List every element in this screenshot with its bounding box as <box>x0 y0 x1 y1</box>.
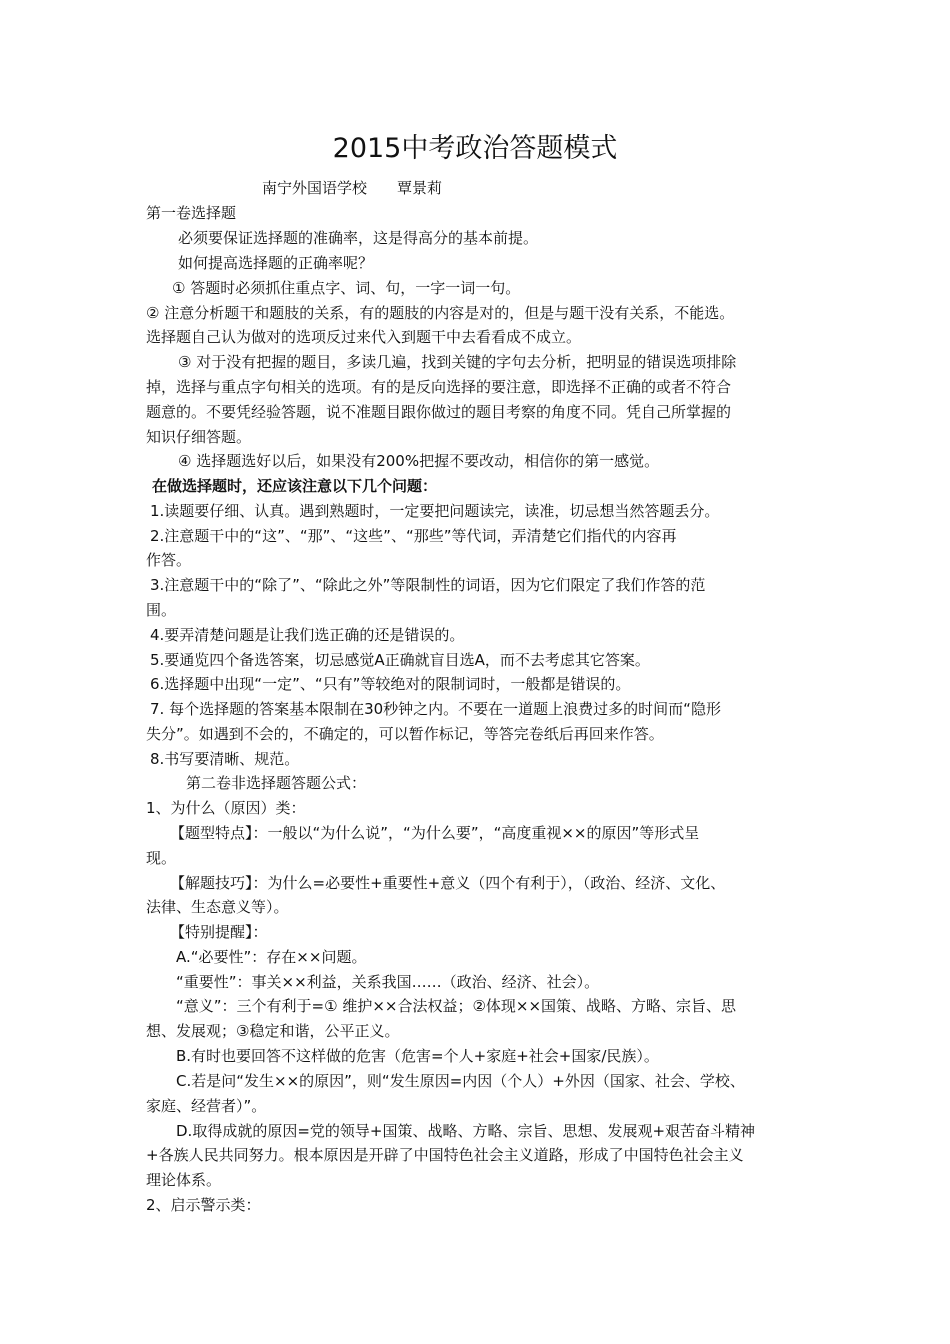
paragraph-line: 选择题自己认为做对的选项反过来代入到题干中去看看成不成立。 <box>146 328 582 346</box>
list-item: 3.注意题干中的“除了”、“除此之外”等限制性的词语，因为它们限定了我们作答的范 <box>150 576 706 594</box>
paragraph-line: 家庭、经营者）”。 <box>146 1097 267 1115</box>
paragraph-line: 失分”。如遇到不会的，不确定的，可以暂作标记，等答完卷纸后再回来作答。 <box>146 725 664 743</box>
paragraph-line: 【特别提醒】： <box>170 923 268 941</box>
paragraph-line: “意义”：三个有利于=① 维护××合法权益；②体现××国策、战略、方略、宗旨、思 <box>176 997 737 1015</box>
paragraph-line: 想、发展观；③稳定和谐，公平正义。 <box>146 1022 400 1040</box>
paragraph-line: ② 注意分析题干和题肢的关系，有的题肢的内容是对的，但是与题干没有关系，不能选。 <box>146 304 735 322</box>
list-item: 6.选择题中出现“一定”、“只有”等较绝对的限制词时，一般都是错误的。 <box>150 675 631 693</box>
paragraph-line: “重要性”：事关××利益，关系我国……（政治、经济、社会）。 <box>176 973 600 991</box>
paragraph-line: 法律、生态意义等）。 <box>146 898 289 916</box>
paragraph-line: 掉，选择与重点字句相关的选项。有的是反向选择的要注意，即选择不正确的或者不符合 <box>146 378 732 396</box>
bold-heading: 在做选择题时，还应该注意以下几个问题： <box>152 477 438 495</box>
list-item: 1.读题要仔细、认真。遇到熟题时，一定要把问题读完，读准，切忌想当然答题丢分。 <box>150 502 720 520</box>
paragraph-line: D.取得成就的原因=党的领导+国策、战略、方略、宗旨、思想、发展观+艰苦奋斗精神 <box>176 1122 756 1140</box>
document-title: 2015中考政治答题模式 <box>332 133 618 164</box>
section-heading: 第二卷非选择题答题公式： <box>186 774 367 792</box>
paragraph-line: 题意的。不要凭经验答题，说不准题目跟你做过的题目考察的角度不同。凭自己所掌握的 <box>146 403 732 421</box>
list-item: 5.要通览四个备选答案，切忌感觉A正确就盲目选A，而不去考虑其它答案。 <box>150 651 650 669</box>
list-item: 7. 每个选择题的答案基本限制在30秒钟之内。不要在一道题上浪费过多的时间而“隐形 <box>150 700 721 718</box>
list-item: 2.注意题干中的“这”、“那”、“这些”、“那些”等代词，弄清楚它们指代的内容再 <box>150 527 677 545</box>
paragraph-line: C.若是问“发生××的原因”，则“发生原因=内因（个人）+外因（国家、社会、学校、 <box>176 1072 745 1090</box>
list-item: 4.要弄清楚问题是让我们选正确的还是错误的。 <box>150 626 465 644</box>
section-heading: 第一卷选择题 <box>146 204 237 222</box>
paragraph-line: ③ 对于没有把握的题目，多读几遍，找到关键的字句去分析，把明显的错误选项排除 <box>178 353 737 371</box>
paragraph-line: 如何提高选择题的正确率呢？ <box>178 254 374 272</box>
paragraph-line: ① 答题时必须抓住重点字、词、句，一字一词一句。 <box>172 279 521 297</box>
paragraph-line: ④ 选择题选好以后，如果没有200%把握不要改动，相信你的第一感觉。 <box>178 452 660 470</box>
paragraph-line: 必须要保证选择题的准确率，这是得高分的基本前提。 <box>178 229 539 247</box>
paragraph-line: 围。 <box>146 601 177 619</box>
subsection-heading: 1、为什么（原因）类： <box>146 799 306 817</box>
author-line: 南宁外国语学校 覃景莉 <box>262 179 443 197</box>
list-item: 8.书写要清晰、规范。 <box>150 750 300 768</box>
paragraph-line: 现。 <box>146 849 177 867</box>
paragraph-line: +各族人民共同努力。根本原因是开辟了中国特色社会主义道路，形成了中国特色社会主义 <box>146 1146 744 1164</box>
paragraph-line: 知识仔细答题。 <box>146 428 252 446</box>
paragraph-line: B.有时也要回答不这样做的危害（危害=个人+家庭+社会+国家/民族）。 <box>176 1047 659 1065</box>
paragraph-line: 【题型特点】：一般以“为什么说”，“为什么要”，“高度重视××的原因”等形式呈 <box>170 824 700 842</box>
paragraph-line: 理论体系。 <box>146 1171 222 1189</box>
paragraph-line: 作答。 <box>146 551 192 569</box>
paragraph-line: 【解题技巧】：为什么=必要性+重要性+意义（四个有利于），（政治、经济、文化、 <box>170 874 726 892</box>
subsection-heading: 2、启示警示类： <box>146 1196 261 1214</box>
paragraph-line: A.“必要性”：存在××问题。 <box>176 948 367 966</box>
